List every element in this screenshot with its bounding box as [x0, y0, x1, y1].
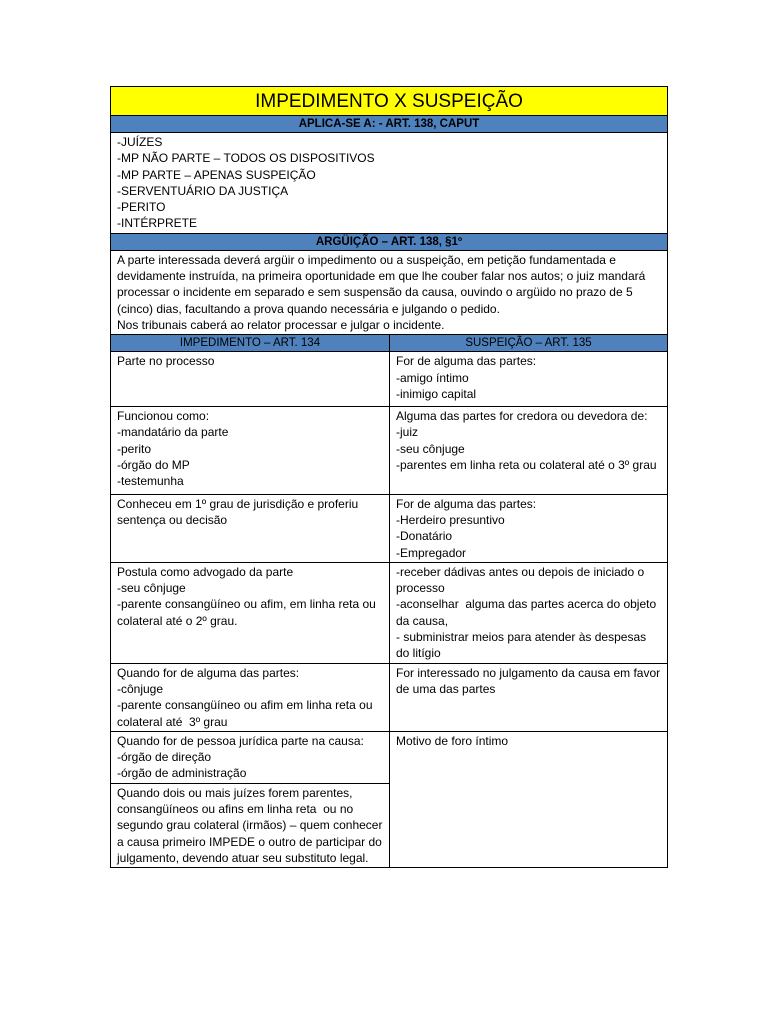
impedimento-cell — [111, 494, 390, 562]
suspeicao-cell — [390, 731, 668, 867]
impedimento-cell — [111, 783, 390, 867]
applies-item: -MP PARTE – APENAS SUSPEIÇÃO — [117, 167, 316, 182]
suspeicao-cell — [390, 352, 668, 407]
applies-item: -SERVENTUÁRIO DA JUSTIÇA — [117, 183, 289, 198]
document-title: IMPEDIMENTO X SUSPEIÇÃO — [111, 87, 668, 116]
impedimento-cell — [111, 407, 390, 494]
cell-line: Quando dois ou mais juízes forem parentes, consangüíneos ou afins em linha reta ou no segundo grau colateral (irmãos) – quem conhecer a causa primeiro IMPEDE o outro de participar do julgamento, devendo atuar seu substituto legal. — [117, 785, 386, 865]
cell-line: Quando for de alguma das partes: — [117, 665, 300, 680]
applies-header-row — [111, 116, 668, 133]
table-row — [111, 407, 668, 494]
cell-line: Motivo de foro íntimo — [396, 733, 509, 748]
impedimento-cell — [111, 352, 390, 407]
cell-line: -seu cônjuge — [117, 581, 186, 596]
applies-header: APLICA-SE A: - ART. 138, CAPUT — [111, 116, 668, 133]
cell-line: -parentes em linha reta ou colateral até o 3º grau — [396, 458, 657, 473]
arguicao-paragraph-tribunais: Nos tribunais caberá ao relator processar e julgar o incidente. — [117, 317, 445, 332]
cell-line: -Herdeiro presuntivo — [396, 512, 505, 527]
cell-line: Funcionou como: — [117, 409, 210, 424]
cell-line: -cônjuge — [117, 681, 164, 696]
cell-line: -amigo íntimo — [396, 370, 469, 385]
table-row — [111, 352, 668, 407]
cell-line: -inimigo capital — [396, 386, 477, 401]
cell-line: -seu cônjuge — [396, 441, 465, 456]
document-table — [110, 86, 668, 868]
applies-list — [111, 133, 668, 234]
cell-line: -Donatário — [396, 529, 453, 544]
cell-line: -receber dádivas antes ou depois de iniciado o processo — [396, 564, 648, 596]
table-row — [111, 562, 668, 663]
arguicao-header: ARGÜIÇÃO – ART. 138, §1º — [111, 233, 668, 250]
cell-line: -órgão de direção — [117, 750, 212, 765]
column-header-impedimento: IMPEDIMENTO – ART. 134 — [111, 335, 390, 352]
cell-line: -perito — [117, 441, 152, 456]
cell-line: -parente consangüíneo ou afim, em linha reta ou colateral até o 2º grau. — [117, 597, 380, 628]
cell-line: Conheceu em 1º grau de jurisdição e proferiu sentença ou decisão — [117, 496, 362, 527]
suspeicao-cell — [390, 407, 668, 494]
cell-line: Parte no processo — [117, 354, 215, 369]
impedimento-cell — [111, 562, 390, 663]
table-row — [111, 731, 668, 783]
applies-item: -JUÍZES — [117, 135, 163, 149]
suspeicao-cell — [390, 562, 668, 663]
suspeicao-cell — [390, 494, 668, 562]
suspeicao-cell — [390, 663, 668, 731]
cell-line: -parente consangüíneo ou afim em linha reta ou colateral até 3º grau — [117, 698, 376, 729]
column-header-suspeicao: SUSPEIÇÃO – ART. 135 — [390, 335, 668, 352]
table-row — [111, 494, 668, 562]
arguicao-row — [111, 250, 668, 334]
impedimento-cell — [111, 731, 390, 783]
applies-item: -PERITO — [117, 200, 166, 215]
cell-line: For de alguma das partes: — [396, 354, 537, 369]
cell-line: -testemunha — [117, 474, 184, 489]
cell-line: - subministrar meios para atender às despesas do litígio — [396, 630, 650, 661]
title-row — [111, 87, 668, 116]
table-row — [111, 663, 668, 731]
cell-line: For interessado no julgamento da causa em favor de uma das partes — [396, 665, 664, 696]
cell-line: Postula como advogado da parte — [117, 564, 294, 579]
arguicao-text-cell — [111, 250, 668, 334]
cell-line: -juiz — [396, 425, 419, 440]
cell-line: Alguma das partes for credora ou devedora de: — [396, 409, 648, 424]
cell-line: -Empregador — [396, 545, 467, 560]
applies-row — [111, 133, 668, 234]
applies-item: -INTÉRPRETE — [117, 216, 198, 231]
impedimento-cell — [111, 663, 390, 731]
cell-line: Quando for de pessoa jurídica parte na causa: — [117, 733, 364, 748]
cell-line: -órgão do MP — [117, 458, 190, 473]
cell-line: -órgão de administração — [117, 766, 247, 781]
applies-item: -MP NÃO PARTE – TODOS OS DISPOSITIVOS — [117, 151, 375, 166]
cell-line: -mandatário da parte — [117, 425, 229, 440]
cell-line: -aconselhar alguma das partes acerca do objeto da causa, — [396, 597, 660, 628]
arguicao-paragraph: A parte interessada deverá argüir o impedimento ou a suspeição, em petição fundamentada e devidamente instruída, na primeira oportunidade em que lhe couber falar nos autos; o juiz mandará processar o incidente em separado e sem suspensão da causa, ouvindo o argüido no prazo de 5 (cinco) dias, facultando a prova quando necessária e julgando o pedido. — [117, 252, 646, 316]
columns-header-row — [111, 335, 668, 352]
cell-line: For de alguma das partes: — [396, 496, 537, 511]
arguicao-header-row — [111, 233, 668, 250]
